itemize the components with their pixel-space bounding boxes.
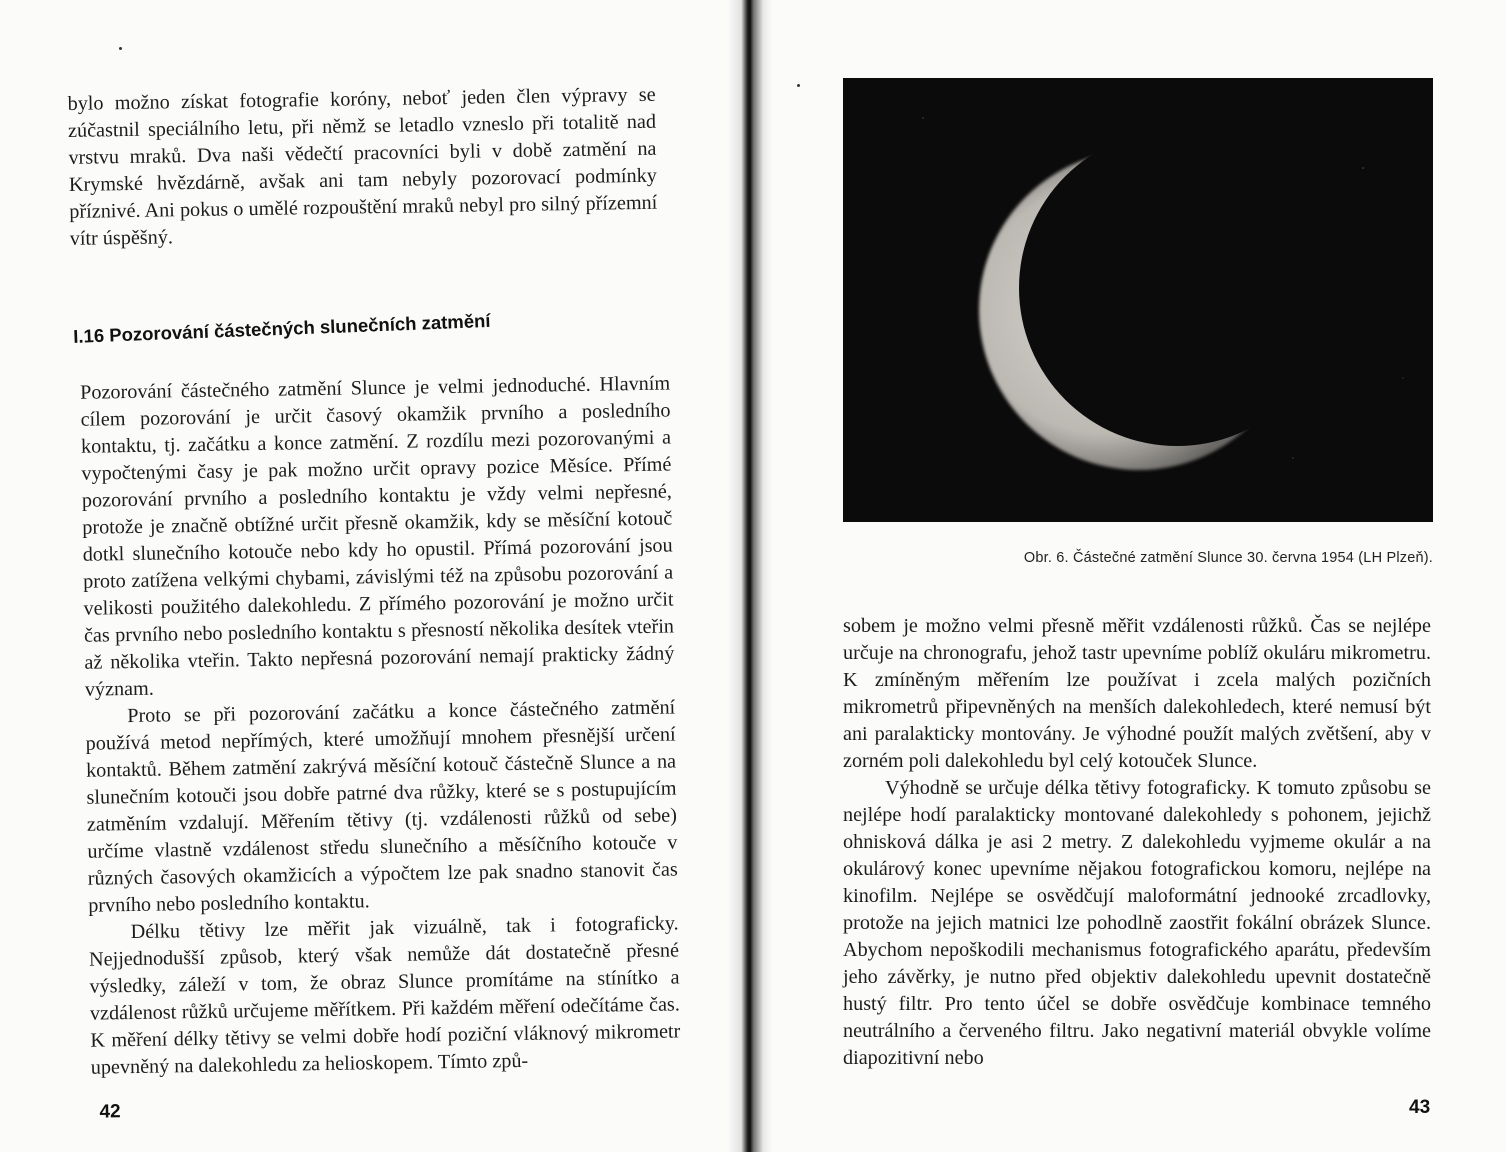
book-gutter-shadow <box>728 0 772 1152</box>
right-page-body <box>843 613 1431 1072</box>
scan-speck <box>797 84 800 87</box>
figure-caption: Obr. 6. Částečné zatmění Slunce 30. června 1954 (LH Plzeň). <box>1023 550 1433 566</box>
section-heading: I.16 Pozorování částečných slunečních zatmění <box>72 309 491 347</box>
scan-speck <box>119 47 122 50</box>
partial-eclipse-crescent-image <box>843 78 1433 522</box>
continued-paragraph: bylo možno získat fotografie koróny, neboť jeden člen výpravy se zúčastnil speciálního letu, při němž se letadlo vzneslo při totalitě nad vrstvu mraků. Dva naši vědečtí pracovníci byli v době zatmění na Krymské hvězdárně, avšak ani tam nebyly pozorovací podmínky příznivé. Ani pokus o umělé rozpouštění mraků nebyl pro silný přízemní vítr úspěšný. <box>67 83 658 250</box>
page-number-left: 42 <box>99 1101 121 1123</box>
continued-paragraph-block <box>67 82 657 253</box>
eclipse-photograph <box>843 78 1433 522</box>
section-body <box>80 371 681 1082</box>
body-paragraph: Proto se při pozorování začátku a konce částečného zatmění používá metod nepřímých, které umožňují mnohem přesnější určení kontaktů. Během zatmění zakrývá měsíční kotouč částečně Slunce a na slunečním kotouči jsou dobře patrné dva růžky, které se s postupujícím zatměním vzdalují. Měřením tětivy (tj. vzdálenosti růžků od sebe) určíme vlastně vzdálenost středu slunečního a měsíčního kotouče v různých časových okamžicích a výpočtem lze pak snadno stanovit čas prvního nebo posledního kontaktu. <box>85 696 678 917</box>
body-paragraph: Výhodně se určuje délka tětivy fotograficky. K tomuto způsobu se nejlépe hodí paralakticky montované dalekohledy s pohonem, jejichž ohnisková dálka je asi 2 metry. Z dalekohledu vyjmeme okulár a na okulárový konec upevníme nějakou fotografickou komoru, nejlépe na kinofilm. Nejlépe se osvědčují maloformátní jednooké zrcadlovky, protože na jejich matnici lze pohodlně zaostřit fokální obrázek Slunce. Abychom nepoškodili mechanismus fotografického aparátu, především jeho závěrky, je nutno před objektiv dalekohledu upevnit dostatečně hustý filtr. Pro tento účel se dobře osvědčuje kombinace temného neutrálního a červeného filtru. Jako negativní materiál obvykle volíme diapozitivní nebo <box>843 777 1431 1069</box>
page-number-right: 43 <box>1409 1097 1431 1118</box>
body-paragraph: Pozorování částečného zatmění Slunce je velmi jednoduché. Hlavním cílem pozorování je určit časový okamžik prvního a posledního kontaktu, tj. začátku a konce zatmění. Z rozdílu mezi pozorovanými a vypočtenými časy je pak možno určit opravy pozice Měsíce. Přímé pozorování prvního a posledního kontaktu je vždy velmi nepřesné, protože je značně obtížné určit přesně okamžik, kdy se měsíční kotouč dotkl slunečního kotouče nebo kdy ho opustil. Přímá pozorování jsou proto zatížena velkými chybami, závislými též na způsobu pozorování a velikosti použitého dalekohledu. Z přímého pozorování je možno určit čas prvního nebo posledního kontaktu s přesností několika desítek vteřin až několika vteřin. Takto nepřesná pozorování nemají prakticky žádný význam. <box>80 372 675 701</box>
body-paragraph: Délku tětivy lze měřit jak vizuálně, tak i fotograficky. Nejjednodušší způsob, který však nemůže dát dostatečně přesné výsledky, záleží v tom, že obraz Slunce promítáme na stínítko a vzdálenost růžků určujeme měřítkem. Při každém měření odečítáme čas. K měření délky tětivy se velmi dobře hodí poziční vláknový mikrometr upevněný na dalekohledu za helioskopem. Tímto způ- <box>88 912 681 1079</box>
body-paragraph: sobem je možno velmi přesně měřit vzdálenosti růžků. Čas se nejlépe určuje na chronografu, jehož tastr upevníme poblíž okuláru mikrometru. K zmíněným měřením lze používat i zcela malých pozičních mikrometrů připevněných na menších dalekohledech, které nemusí být ani paralakticky montovány. Je výhodné použít malých zvětšení, aby v zorném poli dalekohledu byl celý kotouček Slunce. <box>843 615 1431 772</box>
